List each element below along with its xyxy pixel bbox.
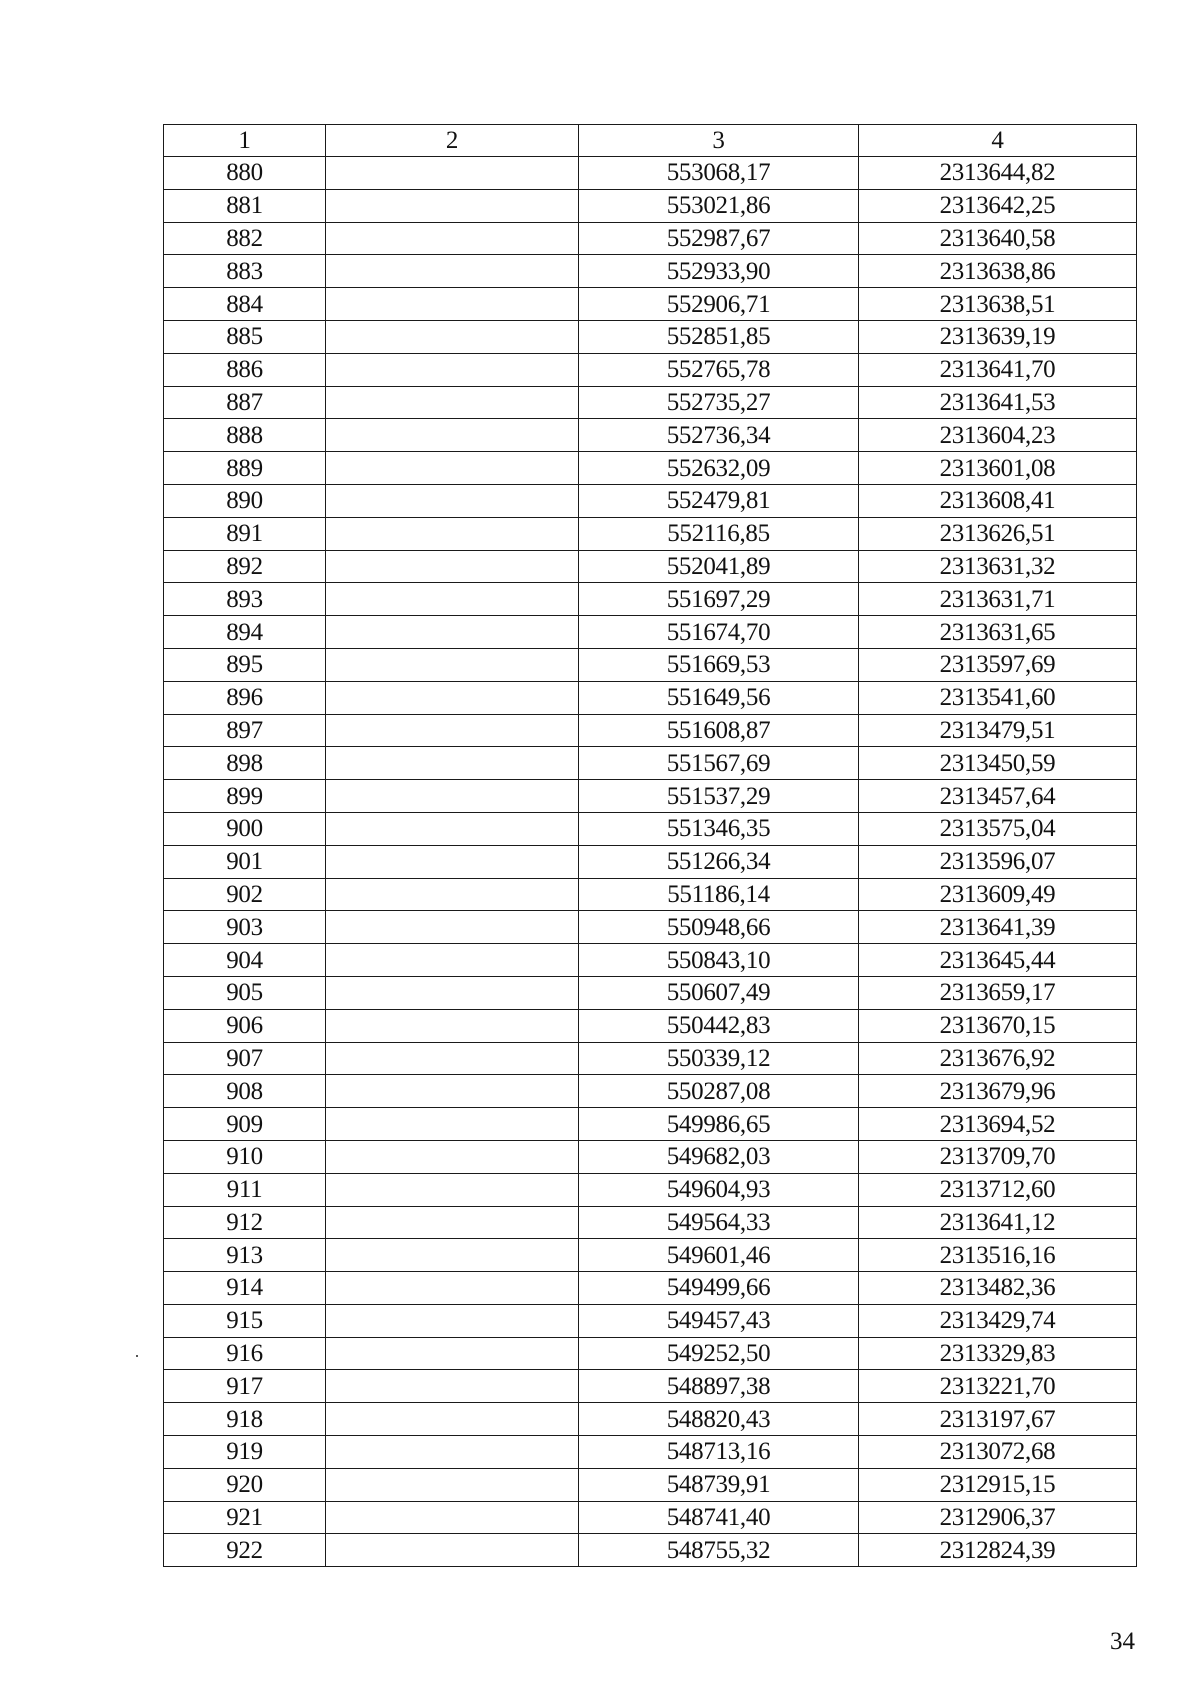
table-cell-col-2 [326,976,579,1009]
table-row [164,1239,1137,1272]
table-cell-col-2 [326,1140,579,1173]
table-cell-col-4: 2313479,51 [859,714,1137,747]
table-cell-col-3: 548755,32 [579,1534,859,1567]
table-row [164,780,1137,813]
table-cell-col-4: 2313608,41 [859,484,1137,517]
table-cell-col-3: 551674,70 [579,616,859,649]
table-cell-col-1: 918 [164,1403,326,1436]
table-row [164,353,1137,386]
table-cell-col-3: 549457,43 [579,1304,859,1337]
table-cell-col-1: 906 [164,1009,326,1042]
table-cell-col-3: 552041,89 [579,550,859,583]
table-row [164,1042,1137,1075]
table-cell-col-4: 2313457,64 [859,780,1137,813]
table-cell-col-3: 551346,35 [579,812,859,845]
table-row [164,878,1137,911]
table-row [164,911,1137,944]
table-cell-col-4: 2313641,70 [859,353,1137,386]
table-cell-col-1: 920 [164,1468,326,1501]
table-cell-col-1: 915 [164,1304,326,1337]
table-cell-col-1: 896 [164,681,326,714]
table-cell-col-3: 549682,03 [579,1140,859,1173]
table-cell-col-4: 2313631,32 [859,550,1137,583]
table-cell-col-2 [326,1501,579,1534]
table-row [164,452,1137,485]
table-cell-col-2 [326,1075,579,1108]
table-cell-col-2 [326,747,579,780]
table-cell-col-4: 2313450,59 [859,747,1137,780]
table-cell-col-2 [326,1009,579,1042]
table-cell-col-4: 2313604,23 [859,419,1137,452]
table-cell-col-3: 551669,53 [579,648,859,681]
table-cell-col-1: 922 [164,1534,326,1567]
table-row [164,1501,1137,1534]
table-cell-col-4: 2313659,17 [859,976,1137,1009]
table-cell-col-3: 551186,14 [579,878,859,911]
table-row [164,845,1137,878]
column-header-1: 1 [164,125,326,157]
table-cell-col-1: 901 [164,845,326,878]
table-cell-col-1: 899 [164,780,326,813]
table-cell-col-1: 914 [164,1272,326,1305]
table-cell-col-1: 897 [164,714,326,747]
table-cell-col-4: 2313641,12 [859,1206,1137,1239]
table-row [164,1468,1137,1501]
table-row [164,320,1137,353]
table-cell-col-4: 2313641,53 [859,386,1137,419]
table-cell-col-2 [326,1173,579,1206]
table-cell-col-1: 894 [164,616,326,649]
table-row [164,222,1137,255]
table-cell-col-2 [326,681,579,714]
table-row [164,648,1137,681]
table-cell-col-2 [326,812,579,845]
table-cell-col-3: 550339,12 [579,1042,859,1075]
table-cell-col-1: 913 [164,1239,326,1272]
table-cell-col-1: 889 [164,452,326,485]
table-cell-col-4: 2312906,37 [859,1501,1137,1534]
table-cell-col-2 [326,353,579,386]
table-cell-col-3: 551649,56 [579,681,859,714]
table-cell-col-1: 912 [164,1206,326,1239]
table-row [164,1009,1137,1042]
table-row [164,1108,1137,1141]
table-row [164,189,1137,222]
table-cell-col-2 [326,616,579,649]
table-cell-col-4: 2313642,25 [859,189,1137,222]
table-cell-col-2 [326,222,579,255]
table-cell-col-1: 884 [164,288,326,321]
table-cell-col-4: 2313482,36 [859,1272,1137,1305]
table-cell-col-2 [326,320,579,353]
table-cell-col-4: 2313644,82 [859,157,1137,190]
page-number: 34 [1110,1628,1135,1655]
table-cell-col-4: 2313541,60 [859,681,1137,714]
table-cell-col-3: 549604,93 [579,1173,859,1206]
table-cell-col-1: 910 [164,1140,326,1173]
table-cell-col-3: 549564,33 [579,1206,859,1239]
table-cell-col-3: 550287,08 [579,1075,859,1108]
table-cell-col-2 [326,386,579,419]
table-cell-col-4: 2313712,60 [859,1173,1137,1206]
table-row [164,1436,1137,1469]
table-cell-col-4: 2313641,39 [859,911,1137,944]
table-cell-col-3: 552906,71 [579,288,859,321]
table-cell-col-3: 549252,50 [579,1337,859,1370]
table-cell-col-4: 2313670,15 [859,1009,1137,1042]
table-cell-col-1: 903 [164,911,326,944]
table-cell-col-1: 895 [164,648,326,681]
table-cell-col-2 [326,550,579,583]
table-cell-col-1: 911 [164,1173,326,1206]
table-cell-col-3: 549986,65 [579,1108,859,1141]
table-cell-col-3: 551266,34 [579,845,859,878]
table-cell-col-3: 548713,16 [579,1436,859,1469]
table-row [164,976,1137,1009]
table-cell-col-2 [326,1304,579,1337]
table-cell-col-3: 549601,46 [579,1239,859,1272]
table-row [164,157,1137,190]
table-cell-col-2 [326,911,579,944]
table-cell-col-4: 2313596,07 [859,845,1137,878]
table-cell-col-2 [326,1403,579,1436]
table-cell-col-1: 921 [164,1501,326,1534]
table-cell-col-4: 2313638,51 [859,288,1137,321]
table-row [164,714,1137,747]
table-cell-col-3: 550948,66 [579,911,859,944]
scan-speck [136,1355,138,1357]
table-cell-col-1: 917 [164,1370,326,1403]
table-row [164,288,1137,321]
table-cell-col-2 [326,288,579,321]
table-cell-col-1: 891 [164,517,326,550]
table-cell-col-1: 887 [164,386,326,419]
table-cell-col-1: 902 [164,878,326,911]
table-row [164,419,1137,452]
table-cell-col-4: 2313645,44 [859,944,1137,977]
table-cell-col-2 [326,944,579,977]
table-cell-col-2 [326,517,579,550]
table-body [164,157,1137,1567]
table-row [164,1370,1137,1403]
table-row [164,583,1137,616]
table-cell-col-4: 2313631,65 [859,616,1137,649]
table-row [164,386,1137,419]
table-cell-col-1: 908 [164,1075,326,1108]
table-cell-col-4: 2313197,67 [859,1403,1137,1436]
table-cell-col-3: 548897,38 [579,1370,859,1403]
table-cell-col-2 [326,1042,579,1075]
table-cell-col-2 [326,714,579,747]
table-cell-col-1: 898 [164,747,326,780]
table-cell-col-3: 552765,78 [579,353,859,386]
table-cell-col-3: 551537,29 [579,780,859,813]
table-cell-col-1: 892 [164,550,326,583]
table-row [164,1206,1137,1239]
table-cell-col-4: 2313676,92 [859,1042,1137,1075]
table-cell-col-4: 2313597,69 [859,648,1137,681]
table-row [164,517,1137,550]
table-cell-col-3: 552479,81 [579,484,859,517]
table-cell-col-2 [326,452,579,485]
table-cell-col-2 [326,419,579,452]
table-row [164,1337,1137,1370]
table-cell-col-4: 2313709,70 [859,1140,1137,1173]
table-cell-col-4: 2313640,58 [859,222,1137,255]
table-cell-col-3: 550442,83 [579,1009,859,1042]
table-row [164,550,1137,583]
table-cell-col-4: 2313638,86 [859,255,1137,288]
table-cell-col-4: 2313516,16 [859,1239,1137,1272]
table-cell-col-1: 909 [164,1108,326,1141]
table-cell-col-4: 2313694,52 [859,1108,1137,1141]
table-cell-col-1: 916 [164,1337,326,1370]
table-cell-col-1: 890 [164,484,326,517]
table-cell-col-2 [326,1370,579,1403]
table-row [164,484,1137,517]
table-cell-col-4: 2313429,74 [859,1304,1137,1337]
table-cell-col-2 [326,484,579,517]
table-cell-col-1: 882 [164,222,326,255]
table-row [164,616,1137,649]
table-cell-col-3: 551567,69 [579,747,859,780]
table-row [164,255,1137,288]
table-cell-col-3: 551697,29 [579,583,859,616]
table-cell-col-3: 548741,40 [579,1501,859,1534]
table-cell-col-2 [326,583,579,616]
table-cell-col-3: 550843,10 [579,944,859,977]
coordinates-table [163,124,1137,1567]
table-cell-col-3: 552987,67 [579,222,859,255]
table-cell-col-4: 2313329,83 [859,1337,1137,1370]
table-cell-col-2 [326,1468,579,1501]
table-cell-col-3: 552735,27 [579,386,859,419]
table-cell-col-1: 904 [164,944,326,977]
table-row [164,1140,1137,1173]
table-cell-col-3: 548739,91 [579,1468,859,1501]
table-cell-col-2 [326,1206,579,1239]
table-row [164,681,1137,714]
table-cell-col-1: 885 [164,320,326,353]
table-row [164,1272,1137,1305]
table-cell-col-2 [326,878,579,911]
column-header-3: 3 [579,125,859,157]
table-cell-col-4: 2313626,51 [859,517,1137,550]
table-cell-col-2 [326,1272,579,1305]
table-cell-col-1: 905 [164,976,326,1009]
table-cell-col-4: 2313072,68 [859,1436,1137,1469]
table-cell-col-3: 552933,90 [579,255,859,288]
table-cell-col-3: 553068,17 [579,157,859,190]
table-row [164,1075,1137,1108]
table-cell-col-4: 2313679,96 [859,1075,1137,1108]
table-cell-col-2 [326,780,579,813]
table-cell-col-1: 880 [164,157,326,190]
table-cell-col-1: 900 [164,812,326,845]
table-cell-col-1: 883 [164,255,326,288]
table-cell-col-3: 552851,85 [579,320,859,353]
table-cell-col-4: 2313609,49 [859,878,1137,911]
table-cell-col-4: 2313601,08 [859,452,1137,485]
table-cell-col-1: 888 [164,419,326,452]
table-cell-col-2 [326,1436,579,1469]
table-cell-col-2 [326,1534,579,1567]
table-cell-col-2 [326,157,579,190]
column-header-4: 4 [859,125,1137,157]
table-row [164,747,1137,780]
table-cell-col-1: 881 [164,189,326,222]
table-cell-col-4: 2313631,71 [859,583,1137,616]
table-cell-col-2 [326,845,579,878]
table-cell-col-1: 907 [164,1042,326,1075]
table-cell-col-3: 550607,49 [579,976,859,1009]
table-cell-col-3: 548820,43 [579,1403,859,1436]
table-cell-col-1: 886 [164,353,326,386]
table-cell-col-3: 551608,87 [579,714,859,747]
table-cell-col-3: 553021,86 [579,189,859,222]
table-row [164,1173,1137,1206]
table-cell-col-2 [326,1108,579,1141]
table-row [164,1304,1137,1337]
table-cell-col-2 [326,1239,579,1272]
table-cell-col-1: 893 [164,583,326,616]
table-cell-col-2 [326,1337,579,1370]
table-cell-col-3: 552116,85 [579,517,859,550]
table-cell-col-1: 919 [164,1436,326,1469]
table-cell-col-2 [326,648,579,681]
table-cell-col-3: 552632,09 [579,452,859,485]
table-cell-col-3: 549499,66 [579,1272,859,1305]
table-header-row [164,125,1137,157]
table-row [164,1403,1137,1436]
table-cell-col-4: 2312915,15 [859,1468,1137,1501]
table-cell-col-2 [326,189,579,222]
table-row [164,1534,1137,1567]
table-row [164,944,1137,977]
table-cell-col-4: 2312824,39 [859,1534,1137,1567]
table-cell-col-2 [326,255,579,288]
table-cell-col-4: 2313575,04 [859,812,1137,845]
table-cell-col-3: 552736,34 [579,419,859,452]
table-row [164,812,1137,845]
column-header-2: 2 [326,125,579,157]
table-cell-col-4: 2313221,70 [859,1370,1137,1403]
table-cell-col-4: 2313639,19 [859,320,1137,353]
